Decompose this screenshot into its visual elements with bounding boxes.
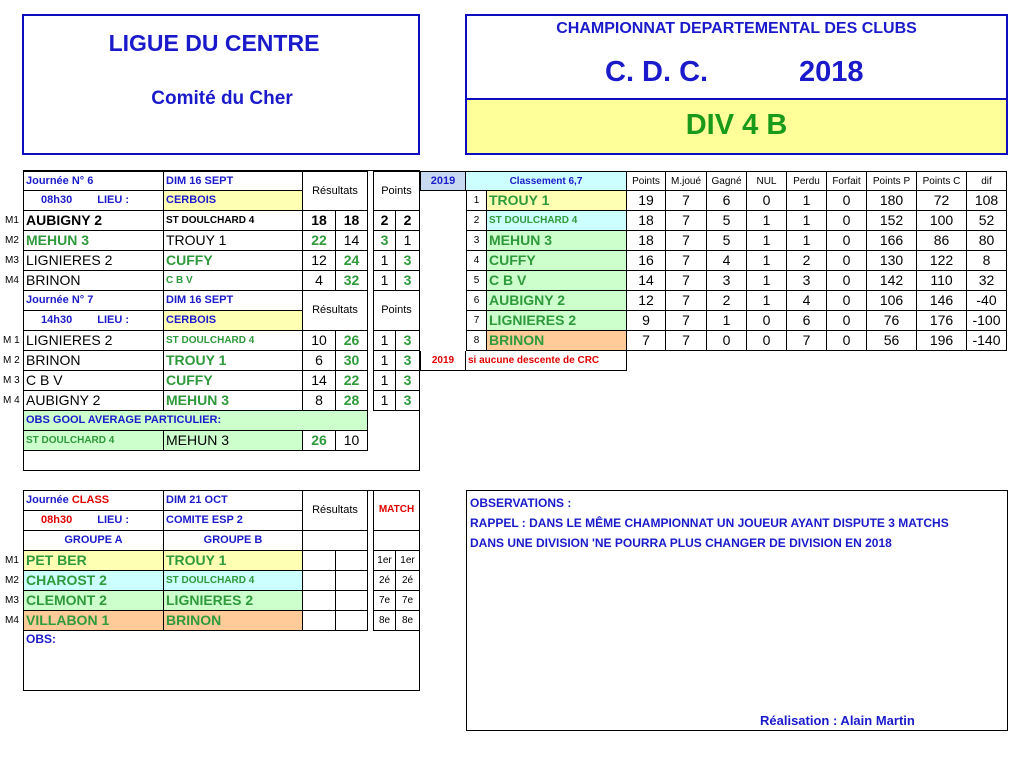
- classement-col-header: Perdu: [787, 171, 827, 191]
- classement-value: 4: [787, 291, 827, 311]
- j6-points-a: 1: [373, 271, 396, 291]
- classement-value: 86: [917, 231, 967, 251]
- classement-value: 100: [917, 211, 967, 231]
- j7-team-b: TROUY 1: [164, 351, 303, 371]
- classement-value: 52: [967, 211, 1007, 231]
- jc-date: DIM 21 OCT: [164, 491, 303, 511]
- classement-note: si aucune descente de CRC: [466, 351, 627, 371]
- jc-match-label: M4: [5, 615, 19, 626]
- classement-value: 130: [867, 251, 917, 271]
- classement-value: 7: [666, 231, 707, 251]
- j7-match-label: M 2: [3, 355, 20, 366]
- classement-value: 80: [967, 231, 1007, 251]
- j7-results-header: Résultats: [303, 291, 368, 331]
- jc-time-row: [23, 511, 164, 531]
- j6-team-b: TROUY 1: [164, 231, 303, 251]
- j6-score-a: 22: [303, 231, 336, 251]
- jc-team-b: ST DOULCHARD 4: [164, 571, 303, 591]
- classement-value: 8: [967, 251, 1007, 271]
- jc-rank-a: 8e: [373, 611, 396, 631]
- jc-groupe-a: GROUPE A: [23, 531, 164, 551]
- jc-team-b: BRINON: [164, 611, 303, 631]
- j7-team-a: C B V: [23, 371, 164, 391]
- jc-result-a: [303, 551, 336, 571]
- j6-score-b: 14: [336, 231, 368, 251]
- j6-lieu-label: LIEU :: [97, 194, 130, 206]
- j6-points-b: 3: [396, 251, 420, 271]
- j7-points-b: 3: [396, 371, 420, 391]
- jc-result-b: [336, 571, 368, 591]
- classement-value: 56: [867, 331, 917, 351]
- classement-col-header: M.joué: [666, 171, 707, 191]
- j6-match-label: M1: [5, 215, 19, 226]
- classement-value: 7: [666, 251, 707, 271]
- classement-value: 1: [707, 311, 747, 331]
- classement-value: 7: [666, 311, 707, 331]
- j7-obs-team-a: ST DOULCHARD 4: [23, 431, 164, 451]
- classement-value: 0: [747, 311, 787, 331]
- classement-value: 7: [666, 331, 707, 351]
- classement-title: Classement 6,7: [466, 171, 627, 191]
- classement-rank: 3: [466, 231, 487, 251]
- classement-value: 9: [627, 311, 666, 331]
- classement-value: 3: [787, 271, 827, 291]
- j7-obs-score-b: 10: [336, 431, 368, 451]
- j6-team-a: MEHUN 3: [23, 231, 164, 251]
- classement-col-header: NUL: [747, 171, 787, 191]
- classement-year: 2019: [420, 171, 466, 191]
- classement-team: ST DOULCHARD 4: [487, 211, 627, 231]
- classement-value: 7: [666, 191, 707, 211]
- j6-results-header: Résultats: [303, 171, 368, 211]
- j6-points-b: 3: [396, 271, 420, 291]
- j7-time-row: [23, 311, 164, 331]
- jc-obs: OBS:: [26, 632, 56, 646]
- classement-value: 106: [867, 291, 917, 311]
- classement-col-header: dif: [967, 171, 1007, 191]
- classement-value: 0: [827, 251, 867, 271]
- j6-match-label: M4: [5, 275, 19, 286]
- cdc-label: C. D. C.: [605, 56, 709, 88]
- classement-value: 32: [967, 271, 1007, 291]
- jc-class: CLASS: [71, 494, 110, 506]
- classement-value: 110: [917, 271, 967, 291]
- classement-value: 14: [627, 271, 666, 291]
- classement-value: 76: [867, 311, 917, 331]
- classement-team: TROUY 1: [487, 191, 627, 211]
- j7-points-b: 3: [396, 351, 420, 371]
- classement-team: LIGNIERES 2: [487, 311, 627, 331]
- classement-value: 7: [666, 271, 707, 291]
- jc-match-label: M3: [5, 595, 19, 606]
- jc-result-b: [336, 591, 368, 611]
- classement-value: 0: [827, 211, 867, 231]
- jc-result-a: [303, 611, 336, 631]
- classement-value: 1: [787, 231, 827, 251]
- classement-value: 180: [867, 191, 917, 211]
- classement-col-header: Points: [627, 171, 666, 191]
- j6-team-a: LIGNIERES 2: [23, 251, 164, 271]
- classement-rank: 1: [466, 191, 487, 211]
- observations-credit: Réalisation : Alain Martin: [760, 713, 915, 728]
- classement-value: 18: [627, 211, 666, 231]
- j7-score-b: 30: [336, 351, 368, 371]
- j7-date: DIM 16 SEPT: [164, 291, 303, 311]
- classement-value: 0: [827, 291, 867, 311]
- classement-value: 166: [867, 231, 917, 251]
- classement-value: 18: [627, 231, 666, 251]
- j6-score-a: 4: [303, 271, 336, 291]
- classement-value: 4: [707, 251, 747, 271]
- classement-value: 108: [967, 191, 1007, 211]
- j7-score-b: 22: [336, 371, 368, 391]
- header-left-box: [22, 14, 420, 155]
- classement-team: C B V: [487, 271, 627, 291]
- classement-col-header: Points C: [917, 171, 967, 191]
- j7-points-a: 1: [373, 371, 396, 391]
- jc-result-b: [336, 551, 368, 571]
- jc-results-header: Résultats: [303, 491, 368, 531]
- season-year: 2018: [799, 56, 864, 88]
- classement-value: 7: [666, 291, 707, 311]
- jc-match-header: MATCH: [373, 491, 420, 531]
- j6-score-a: 18: [303, 211, 336, 231]
- j6-team-b: CUFFY: [164, 251, 303, 271]
- classement-value: 1: [747, 231, 787, 251]
- jc-time: 08h30: [41, 514, 73, 526]
- jc-team-a: CLEMONT 2: [23, 591, 164, 611]
- j7-team-b: ST DOULCHARD 4: [164, 331, 303, 351]
- league-title: LIGUE DU CENTRE: [108, 30, 320, 56]
- j7-journee: Journée N° 7: [23, 291, 164, 311]
- classement-value: 2: [707, 291, 747, 311]
- j7-points-b: 3: [396, 391, 420, 411]
- jc-rank-a: 1er: [373, 551, 396, 571]
- observations-line2: DANS UNE DIVISION 'NE POURRA PLUS CHANGER DE DIVISION EN 2018: [470, 536, 892, 550]
- classement-rank: 6: [466, 291, 487, 311]
- classement-value: 1: [787, 191, 827, 211]
- jc-groupe-b: GROUPE B: [164, 531, 303, 551]
- j7-points-a: 1: [373, 391, 396, 411]
- classement-value: 0: [827, 331, 867, 351]
- j6-match-label: M2: [5, 235, 19, 246]
- j7-team-b: CUFFY: [164, 371, 303, 391]
- classement-value: 0: [827, 191, 867, 211]
- jc-team-b: LIGNIERES 2: [164, 591, 303, 611]
- classement-value: 146: [917, 291, 967, 311]
- j6-points-header: Points: [373, 171, 420, 211]
- j7-score-a: 8: [303, 391, 336, 411]
- jc-journee: Journée: [26, 494, 69, 506]
- jc-result-b: [336, 611, 368, 631]
- jc-rank-b: 1er: [396, 551, 420, 571]
- j7-match-label: M 4: [3, 395, 20, 406]
- j7-team-a: BRINON: [23, 351, 164, 371]
- j7-score-b: 28: [336, 391, 368, 411]
- classement-col-header: Forfait: [827, 171, 867, 191]
- division-label: DIV 4 B: [685, 109, 788, 141]
- jc-result-a: [303, 571, 336, 591]
- classement-col-header: Gagné: [707, 171, 747, 191]
- j6-team-b: C B V: [164, 271, 303, 291]
- observations-title: OBSERVATIONS :: [470, 496, 572, 510]
- j6-score-b: 32: [336, 271, 368, 291]
- j6-score-b: 24: [336, 251, 368, 271]
- j7-points-header: Points: [373, 291, 420, 331]
- jc-match-label: M1: [5, 555, 19, 566]
- jc-match-blank: [373, 531, 420, 551]
- classement-value: 142: [867, 271, 917, 291]
- championship-title: CHAMPIONNAT DEPARTEMENTAL DES CLUBS: [556, 20, 917, 37]
- classement-value: 7: [787, 331, 827, 351]
- classement-value: 5: [707, 231, 747, 251]
- j6-points-b: 1: [396, 231, 420, 251]
- j7-obs-score-a: 26: [303, 431, 336, 451]
- division-banner: [467, 98, 1006, 153]
- j6-points-a: 2: [373, 211, 396, 231]
- j6-score-a: 12: [303, 251, 336, 271]
- j6-points-a: 1: [373, 251, 396, 271]
- classement-value: 152: [867, 211, 917, 231]
- classement-value: 7: [627, 331, 666, 351]
- j6-time-row: [23, 191, 164, 211]
- jc-lieu: COMITE ESP 2: [164, 511, 303, 531]
- classement-value: 0: [707, 331, 747, 351]
- j7-obs-team-b: MEHUN 3: [164, 431, 303, 451]
- classement-value: 122: [917, 251, 967, 271]
- classement-value: 16: [627, 251, 666, 271]
- classement-value: 7: [666, 211, 707, 231]
- jc-team-a: VILLABON 1: [23, 611, 164, 631]
- classement-col-header: Points P: [867, 171, 917, 191]
- classement-value: 0: [747, 191, 787, 211]
- classement-team: MEHUN 3: [487, 231, 627, 251]
- classement-value: 1: [747, 291, 787, 311]
- j6-lieu: CERBOIS: [164, 191, 303, 211]
- jc-team-a: CHAROST 2: [23, 571, 164, 591]
- observations-box: [466, 490, 1008, 731]
- classement-value: 0: [827, 271, 867, 291]
- j6-score-b: 18: [336, 211, 368, 231]
- j6-date: DIM 16 SEPT: [164, 171, 303, 191]
- classement-rank: 7: [466, 311, 487, 331]
- jc-result-a: [303, 591, 336, 611]
- j7-time: 14h30: [41, 314, 73, 326]
- j7-team-a: LIGNIERES 2: [23, 331, 164, 351]
- jc-rank-b: 7e: [396, 591, 420, 611]
- jc-rank-b: 2é: [396, 571, 420, 591]
- j7-match-label: M 3: [3, 375, 20, 386]
- classement-team: AUBIGNY 2: [487, 291, 627, 311]
- classement-value: 0: [827, 231, 867, 251]
- classement-value: 5: [707, 211, 747, 231]
- jc-match-label: M2: [5, 575, 19, 586]
- classement-rank: 5: [466, 271, 487, 291]
- j7-team-a: AUBIGNY 2: [23, 391, 164, 411]
- j7-team-b: MEHUN 3: [164, 391, 303, 411]
- classement-value: 1: [747, 251, 787, 271]
- classement-value: 3: [707, 271, 747, 291]
- j7-points-a: 1: [373, 331, 396, 351]
- classement-value: -140: [967, 331, 1007, 351]
- classement-value: 19: [627, 191, 666, 211]
- jc-team-a: PET BER: [23, 551, 164, 571]
- jc-rank-a: 2é: [373, 571, 396, 591]
- j6-time: 08h30: [41, 194, 73, 206]
- j6-team-a: AUBIGNY 2: [23, 211, 164, 231]
- classement-value: 0: [827, 311, 867, 331]
- classement-rank: 4: [466, 251, 487, 271]
- j7-score-a: 6: [303, 351, 336, 371]
- j7-score-a: 10: [303, 331, 336, 351]
- j7-score-b: 26: [336, 331, 368, 351]
- j7-obs-label: OBS GOOL AVERAGE PARTICULIER:: [23, 411, 368, 431]
- classement-value: 6: [787, 311, 827, 331]
- jc-team-b: TROUY 1: [164, 551, 303, 571]
- classement-value: 2: [787, 251, 827, 271]
- classement-team: BRINON: [487, 331, 627, 351]
- classement-note-year: 2019: [420, 351, 466, 371]
- j6-journee: Journée N° 6: [23, 171, 164, 191]
- jc-results-blank: [303, 531, 368, 551]
- classement-value: -40: [967, 291, 1007, 311]
- classement-value: -100: [967, 311, 1007, 331]
- classement-value: 1: [787, 211, 827, 231]
- j7-points-b: 3: [396, 331, 420, 351]
- j6-team-a: BRINON: [23, 271, 164, 291]
- observations-line1: RAPPEL : DANS LE MÊME CHAMPIONNAT UN JOUEUR AYANT DISPUTE 3 MATCHS: [470, 516, 949, 530]
- jc-journee-row: [23, 491, 164, 511]
- classement-value: 196: [917, 331, 967, 351]
- jc-rank-a: 7e: [373, 591, 396, 611]
- j7-match-label: M 1: [3, 335, 20, 346]
- committee-subtitle: Comité du Cher: [151, 88, 293, 109]
- j7-score-a: 14: [303, 371, 336, 391]
- j6-points-a: 3: [373, 231, 396, 251]
- j6-match-label: M3: [5, 255, 19, 266]
- j6-points-b: 2: [396, 211, 420, 231]
- classement-value: 1: [747, 211, 787, 231]
- classement-rank: 2: [466, 211, 487, 231]
- classement-value: 72: [917, 191, 967, 211]
- classement-value: 0: [747, 331, 787, 351]
- classement-rank: 8: [466, 331, 487, 351]
- j7-lieu: CERBOIS: [164, 311, 303, 331]
- classement-team: CUFFY: [487, 251, 627, 271]
- j7-points-a: 1: [373, 351, 396, 371]
- classement-value: 1: [747, 271, 787, 291]
- classement-value: 176: [917, 311, 967, 331]
- classement-value: 12: [627, 291, 666, 311]
- header-right-box: [465, 14, 1008, 155]
- classement-value: 6: [707, 191, 747, 211]
- jc-rank-b: 8e: [396, 611, 420, 631]
- j7-lieu-label: LIEU :: [97, 314, 130, 326]
- j6-team-b: ST DOULCHARD 4: [164, 211, 303, 231]
- jc-lieu-label: LIEU :: [97, 514, 130, 526]
